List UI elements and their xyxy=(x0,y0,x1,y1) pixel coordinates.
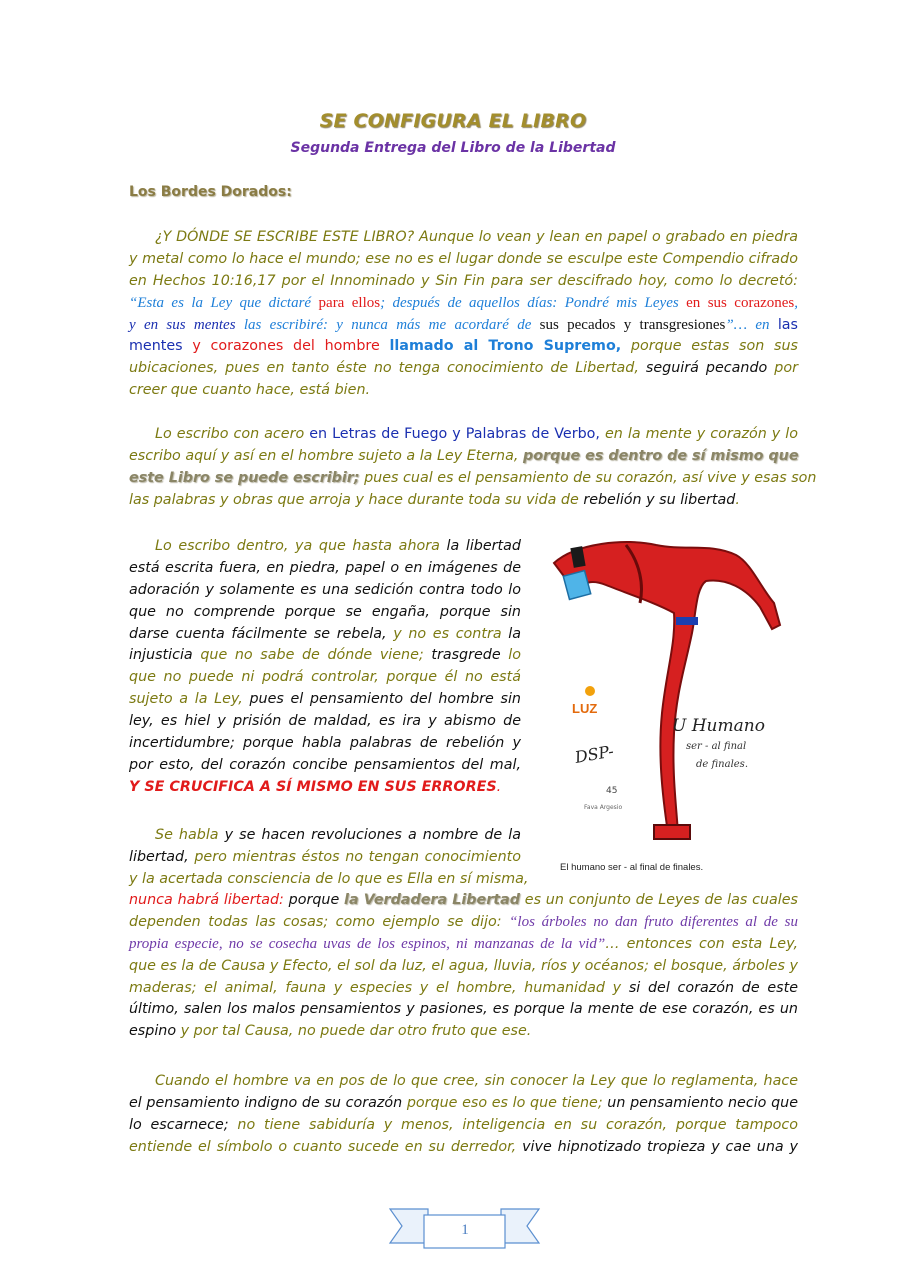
figure-caption: El humano ser - al final de finales. xyxy=(560,862,704,873)
svg-text:LUZ: LUZ xyxy=(572,701,598,716)
paragraph-1: ¿Y DÓNDE SE ESCRIBE ESTE LIBRO? Aunque lo vean y lean en papel o grabado en piedra y metal como lo hace el mundo; ese no es el lugar donde se esculpe este Compendio cifrado en Hechos 10:16,17 por el Innominado y Sin Fin para ser descifrado hoy, como lo decretó: “Esta es la Ley que dictaré para ellos; después de aquellos días: Pondré mis Leyes en sus corazones, y en sus mentes las escribiré: y nunca más me acordaré de sus pecados y transgresiones”… en las mentes y corazones del hombre llamado al Trono Supremo, porque estas son sus ubicaciones, pues en tanto éste no tenga conocimiento de Libertad, seguirá pecando por creer que cuanto hace, está bien. xyxy=(129,229,799,399)
svg-text:de finales.: de finales. xyxy=(696,759,748,770)
sun-icon xyxy=(585,686,595,696)
figure-belt-icon xyxy=(676,617,698,625)
paragraph-3: Lo escribo dentro, ya que hasta ahora la libertad está escrita fuera, en piedra, papel o en imágenes de adoración y solamente es una sedición contra todo lo que no comprende porque se engaña, porque sin darse cuenta fácilmente se rebela, y no es contra la injusticia que no sabe de dónde viene; trasgrede lo que no puede ni podrá controlar, porque él no está sujeto a la Ley, pues el pensamiento del hombre sin ley, es hiel y prisión de maldad, es ira y abismo de incertidumbre; porque habla palabras de rebelión y por esto, del corazón concibe pensamientos del mal, Y SE CRUCIFICA A SÍ MISMO EN SUS ERRORES. xyxy=(129,538,522,795)
page-subtitle: Segunda Entrega del Libro de la Libertad xyxy=(290,140,616,156)
svg-text:U Humano: U Humano xyxy=(672,716,765,736)
paragraph-5: Cuando el hombre va en pos de lo que cree, sin conocer la Ley que lo reglamenta, hace el pensamiento indigno de su corazón porque eso es lo que tiene; un pensamiento necio que lo escarnece; no tiene sabiduría y menos, inteligencia en su corazón, porque tampoco entiende el símbolo o cuanto sucede en su derredor, vive hipnotizado tropieza y cae una y xyxy=(129,1073,798,1155)
svg-text:DSP-: DSP- xyxy=(573,741,616,767)
drawing-figure xyxy=(536,533,794,873)
page-title: SE CONFIGURA EL LIBRO xyxy=(319,110,587,132)
paragraph-2: Lo escribo con acero en Letras de Fuego y Palabras de Verbo, en la mente y corazón y lo escribo aquí y así en el hombre sujeto a la Ley Eterna, porque es dentro de sí mismo que este Libro se puede escribir; pues cual es el pensamiento de su corazón, así vive y esas son las palabras y obras que arroja y hace durante toda su vida de rebelión y su libertad. xyxy=(129,426,817,508)
svg-text:ser - al final: ser - al final xyxy=(686,741,747,752)
figure-base-icon xyxy=(654,825,690,839)
paragraph-4: nunca habrá libertad: porque la Verdadera Libertad es un conjunto de Leyes de las cuales dependen todas las cosas; como ejemplo se dijo: “los árboles no dan fruto diferentes al de su propia especie, no se cosecha uvas de los espinos, ni manzanas de la vid”… entonces con esta Ley, que es la de Causa y Efecto, el sol da luz, el agua, lluvia, ríos y océanos; el bosque, árboles y maderas; el animal, fauna y especies y el hombre, humanidad y si del corazón de este último, salen los malos pensamientos y pasiones, es porque la mente de ese corazón, es un espino y por tal Causa, no puede dar otro fruto que ese. xyxy=(129,892,799,1040)
section-heading: Los Bordes Dorados: xyxy=(129,184,292,200)
paragraph-4-top: Se habla y se hacen revoluciones a nombre de la libertad, pero mientras éstos no tengan conocimiento y la acertada consciencia de lo que es Ella en sí misma, xyxy=(129,827,529,887)
svg-text:45: 45 xyxy=(606,786,618,796)
svg-text:Fava Argesio: Fava Argesio xyxy=(584,804,623,811)
page-number: 1 xyxy=(461,1222,469,1238)
